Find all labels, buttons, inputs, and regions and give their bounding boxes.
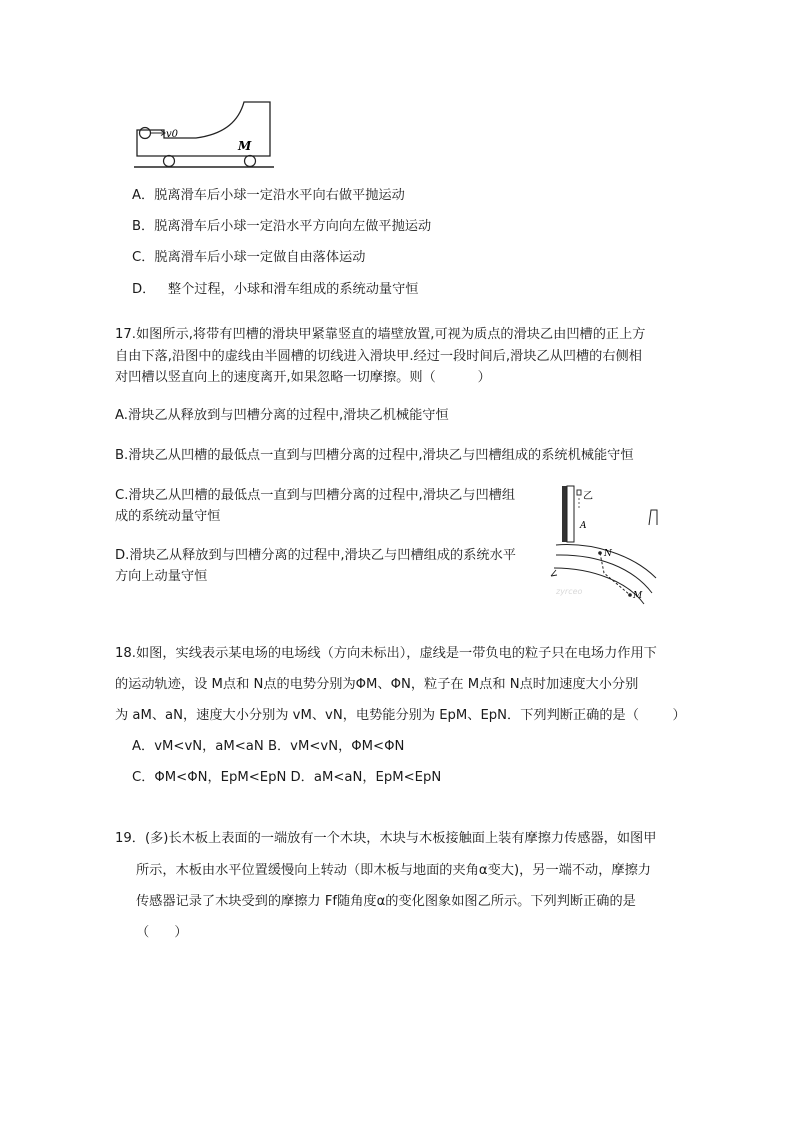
q19-stem-line-3: 传感器记录了木块受到的摩擦力 Ff随角度α的变化图象如图乙所示。下列判断正确的是 — [136, 894, 636, 909]
trajectory — [600, 553, 630, 595]
watermark: zyrceo — [556, 587, 583, 596]
label-yi: 乙 — [583, 491, 593, 502]
q18-stem-line-2: 的运动轨迹，设 M点和 N点的电势分别为ΦM、ΦN，粒子在 M点和 N点时加速度大小分别 — [115, 677, 639, 692]
label-a: A — [580, 521, 587, 531]
q17-option-b: B.滑块乙从凹槽的最低点一直到与凹槽分离的过程中,滑块乙与凹槽组成的系统机械能守恒 — [115, 448, 634, 463]
q16-option-b: B．脱离滑车后小球一定沿水平方向向左做平抛运动 — [132, 219, 432, 234]
point-m — [628, 593, 632, 597]
q16-option-a: A．脱离滑车后小球一定沿水平向右做平抛运动 — [132, 188, 405, 203]
ball — [140, 128, 151, 139]
q17-option-c-line-1: C.滑块乙从凹槽的最低点一直到与凹槽分离的过程中,滑块乙与凹槽组 — [115, 488, 516, 503]
q16-option-c: C．脱离滑车后小球一定做自由落体运动 — [132, 250, 366, 265]
label-n: N — [604, 549, 612, 559]
q19-stem-line-4: （ ） — [136, 925, 188, 940]
q19-stem-line-1: 19．(多)长木板上表面的一端放有一个木块，木块与木板接触面上装有摩擦力传感器，如图甲 — [115, 831, 657, 846]
q16-option-d: D． 整个过程，小球和滑车组成的系统动量守恒 — [132, 282, 419, 297]
q17-option-d-line-1: D.滑块乙从释放到与凹槽分离的过程中,滑块乙与凹槽组成的系统水平 — [115, 548, 516, 563]
label-m: M — [633, 591, 643, 601]
wall — [562, 486, 567, 542]
wheel-left — [164, 156, 175, 167]
v0-label: v0 — [166, 129, 179, 140]
q17-stem-line-1: 17.如图所示,将带有凹槽的滑块甲紧靠竖直的墙壁放置,可视为质点的滑块乙由凹槽的正上方 — [115, 327, 646, 342]
q18-stem-line-3: 为 aM、aN，速度大小分别为 vM、vN，电势能分别为 EpM、EpN．下列判断正确的是（ ） — [115, 708, 686, 723]
groove-block — [567, 486, 574, 542]
q17-stem-line-3: 对凹槽以竖直向上的速度离开,如果忽略一切摩擦。则（ ） — [115, 370, 491, 385]
q18-stem-line-1: 18.如图，实线表示某电场的电场线（方向未标出），虚线是一带负电的粒子只在电场力作用下 — [115, 646, 657, 661]
small-bracket — [649, 510, 657, 525]
mass-label: M — [238, 139, 252, 153]
q19-stem-line-2: 所示，木板由水平位置缓慢向上转动（即木板与地面的夹角α变大)，另一端不动，摩擦力 — [136, 863, 651, 878]
slider-yi — [577, 490, 581, 495]
field-figure — [548, 540, 660, 606]
arrow-mark — [551, 570, 557, 576]
q18-options-ab: A．vM<vN，aM<aN B．vM<vN，ΦM<ΦN — [132, 739, 405, 754]
q17-option-a: A.滑块乙从释放到与凹槽分离的过程中,滑块乙机械能守恒 — [115, 408, 449, 423]
wheel-right — [245, 156, 256, 167]
cart-figure — [134, 98, 276, 170]
q17-option-c-line-2: 成的系统动量守恒 — [115, 509, 221, 524]
q17-option-d-line-2: 方向上动量守恒 — [115, 569, 208, 584]
groove-figure — [556, 484, 666, 544]
q18-options-cd: C．ΦM<ΦN，EpM<EpN D．aM<aN，EpM<EpN — [132, 770, 442, 785]
q17-stem-line-2: 自由下落,沿图中的虚线由半圆槽的切线进入滑块甲.经过一段时间后,滑块乙从凹槽的右侧相 — [115, 349, 642, 364]
point-n — [598, 551, 602, 555]
